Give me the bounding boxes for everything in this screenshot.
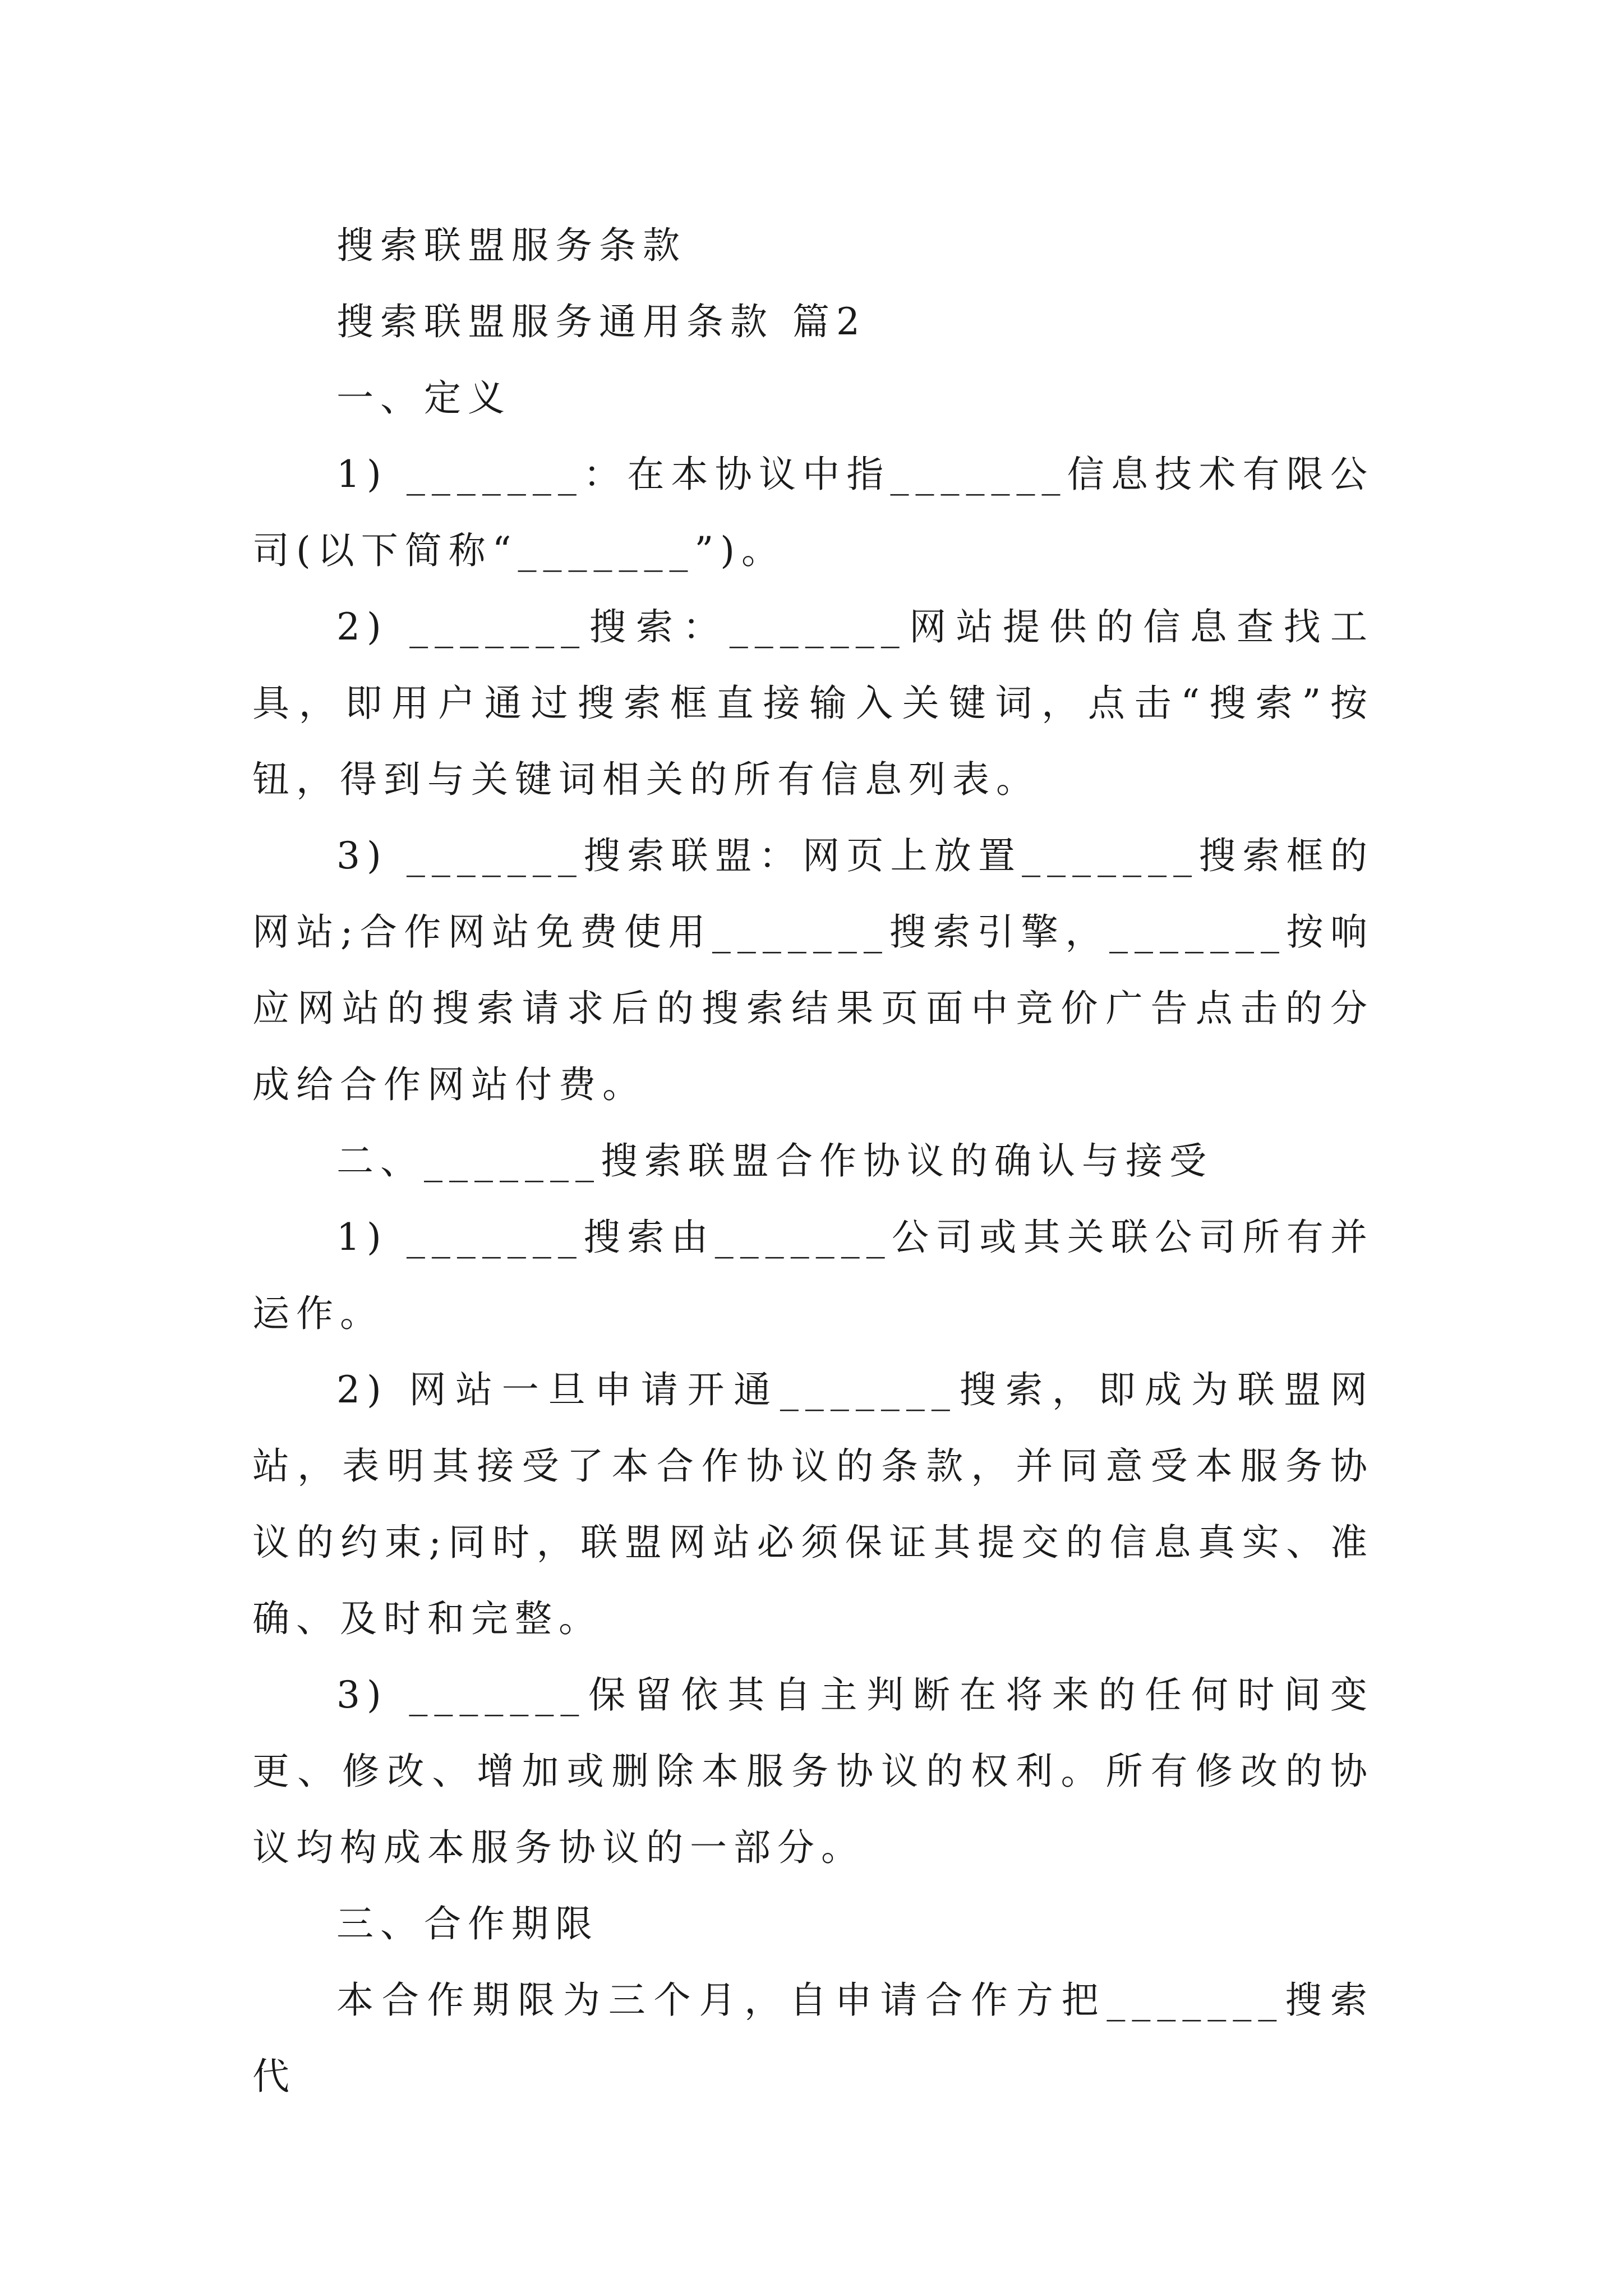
document-subtitle: 搜索联盟服务通用条款 篇2 [336, 300, 866, 343]
definition-item-1: 1) _______：在本协议中指_______信息技术有限公司(以下简称“_______”)。 [252, 453, 1374, 572]
confirmation-item-3: 3) _______保留依其自主判断在将来的任何时间变更、修改、增加或删除本服务协议的权利。所有修改的协议均构成本服务协议的一部分。 [252, 1673, 1374, 1869]
definition-item-2: 2) _______搜索：_______网站提供的信息查找工具，即用户通过搜索框直接输入关键词，点击“搜索”按钮，得到与关键词相关的所有信息列表。 [252, 605, 1374, 801]
confirmation-item-1: 1) _______搜索由_______公司或其关联公司所有并运作。 [252, 1216, 1374, 1335]
section-heading-definitions: 一、定义 [336, 376, 511, 420]
definition-item-3: 3) _______搜索联盟：网页上放置_______搜索框的网站;合作网站免费使用_______搜索引擎，_______按响应网站的搜索请求后的搜索结果页面中竞价广告点击的分成给合作网站付费。 [252, 834, 1374, 1106]
document-body [252, 208, 1374, 2115]
confirmation-item-2: 2) 网站一旦申请开通_______搜索，即成为联盟网站，表明其接受了本合作协议的条款，并同意受本服务协议的约束;同时，联盟网站必须保证其提交的信息真实、准确、及时和完整。 [252, 1368, 1374, 1640]
section-heading-confirmation: 二、_______搜索联盟合作协议的确认与接受 [336, 1139, 1213, 1182]
document-title: 搜索联盟服务条款 [336, 224, 686, 267]
term-paragraph: 本合作期限为三个月，自申请合作方把_______搜索代 [252, 1978, 1374, 2098]
section-heading-term: 三、合作期限 [336, 1902, 599, 1945]
